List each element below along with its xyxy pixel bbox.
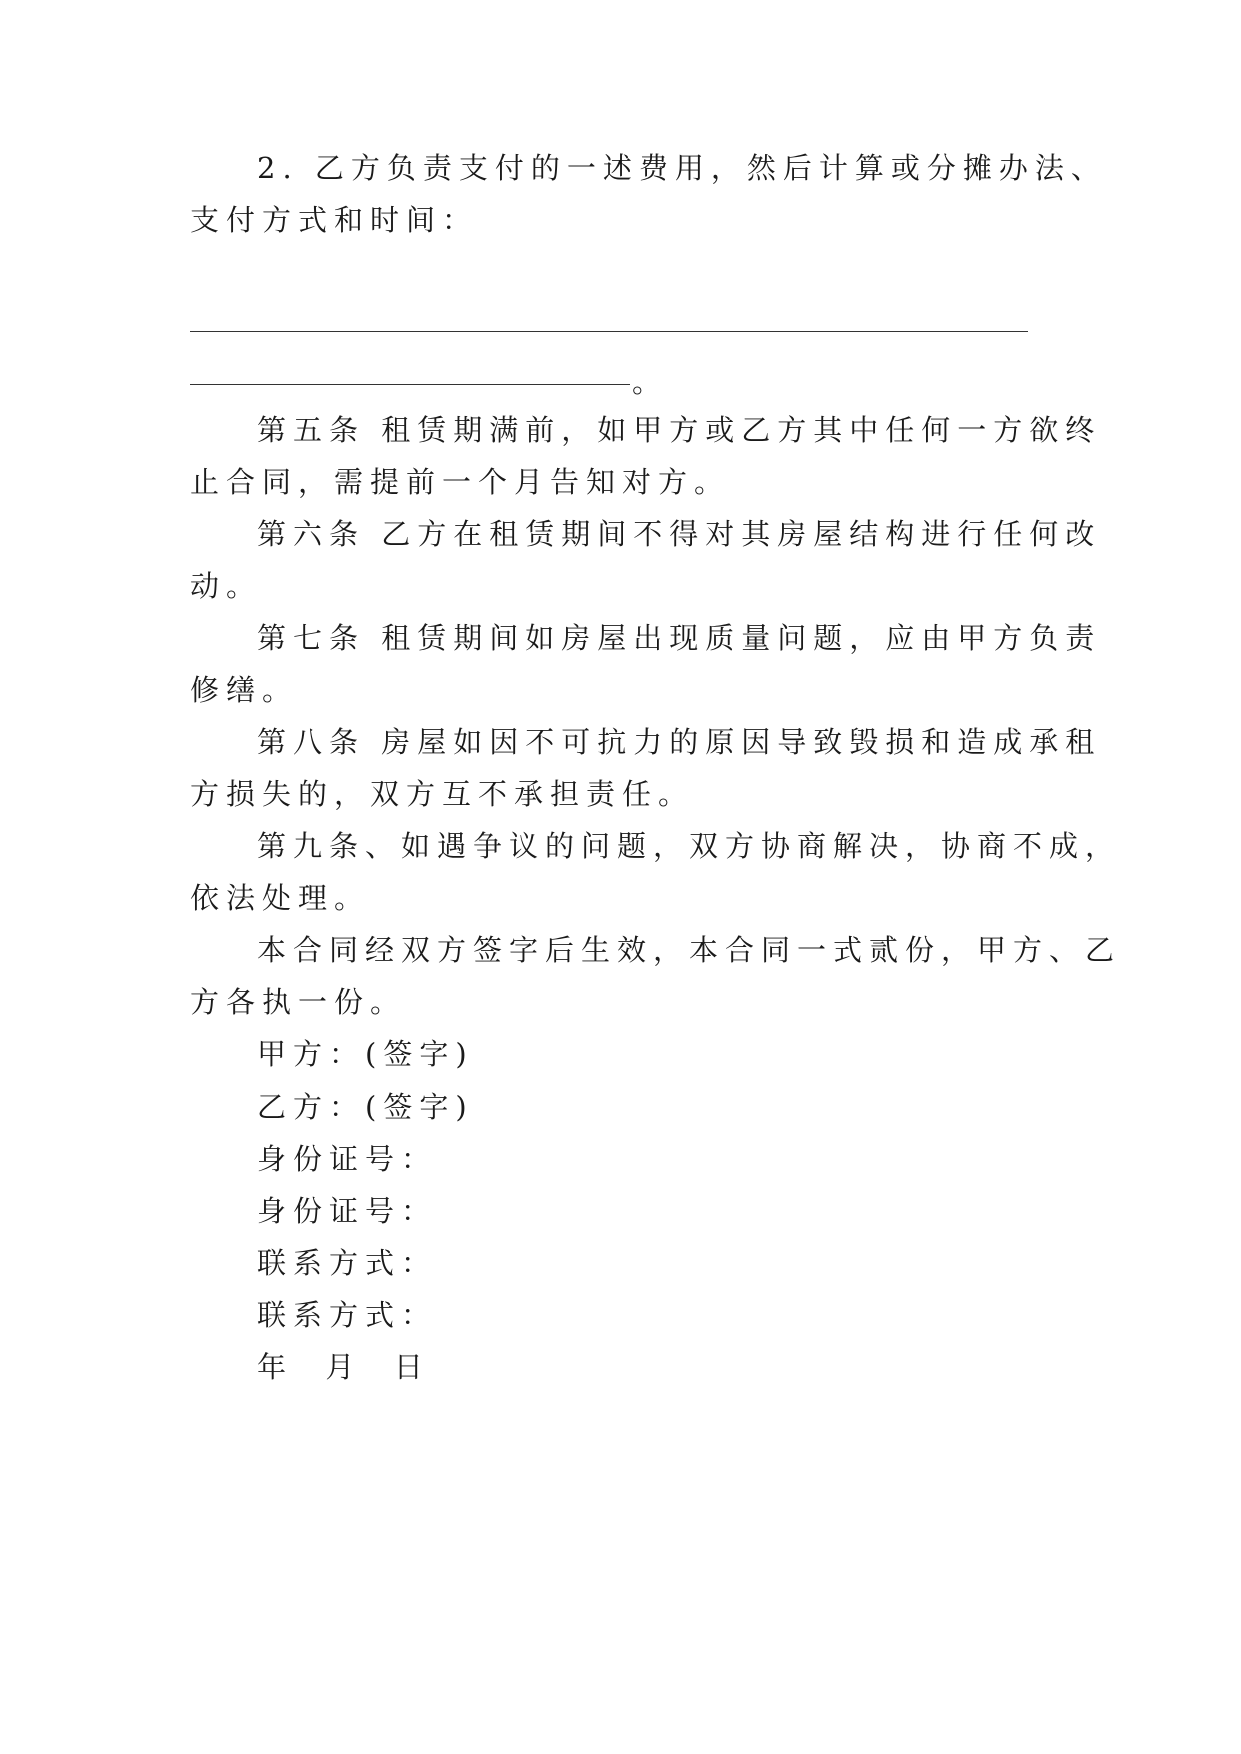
fill-in-blank-line: [190, 331, 1028, 332]
article-9-line1: 第九条、如遇争议的问题，双方协商解决，协商不成，: [257, 829, 1122, 863]
article-6-line2: 动。: [190, 569, 263, 603]
article-7-line1: 第七条 租赁期间如房屋出现质量问题，应由甲方负责: [257, 621, 1102, 655]
article-7-line2: 修缮。: [190, 673, 299, 707]
effect-clause-line1: 本合同经双方签字后生效，本合同一式贰份，甲方、乙: [257, 933, 1122, 967]
party-a-signature: 甲方：(签字): [257, 1037, 474, 1071]
signing-date: 年 月 日: [257, 1350, 430, 1384]
article-5-line2: 止合同，需提前一个月告知对方。: [190, 465, 731, 499]
party-a-id-number: 身份证号：: [257, 1142, 438, 1176]
fill-in-blank-line-short: [190, 384, 630, 385]
party-b-contact: 联系方式：: [257, 1298, 438, 1332]
article-9-line2: 依法处理。: [190, 881, 371, 915]
party-b-signature: 乙方：(签字): [257, 1090, 474, 1124]
party-b-id-number: 身份证号：: [257, 1194, 438, 1228]
paragraph-fees-line2: 支付方式和时间：: [190, 203, 479, 237]
paragraph-fees-line1: 2. 乙方负责支付的一述费用，然后计算或分摊办法、: [257, 151, 1107, 185]
article-5-line1: 第五条 租赁期满前，如甲方或乙方其中任何一方欲终: [257, 413, 1102, 447]
blank-end-mark: 。: [632, 365, 662, 399]
article-6-line1: 第六条 乙方在租赁期间不得对其房屋结构进行任何改: [257, 517, 1102, 551]
article-8-line2: 方损失的，双方互不承担责任。: [190, 777, 695, 811]
effect-clause-line2: 方各执一份。: [190, 985, 407, 1019]
party-a-contact: 联系方式：: [257, 1246, 438, 1280]
article-8-line1: 第八条 房屋如因不可抗力的原因导致毁损和造成承租: [257, 725, 1102, 759]
